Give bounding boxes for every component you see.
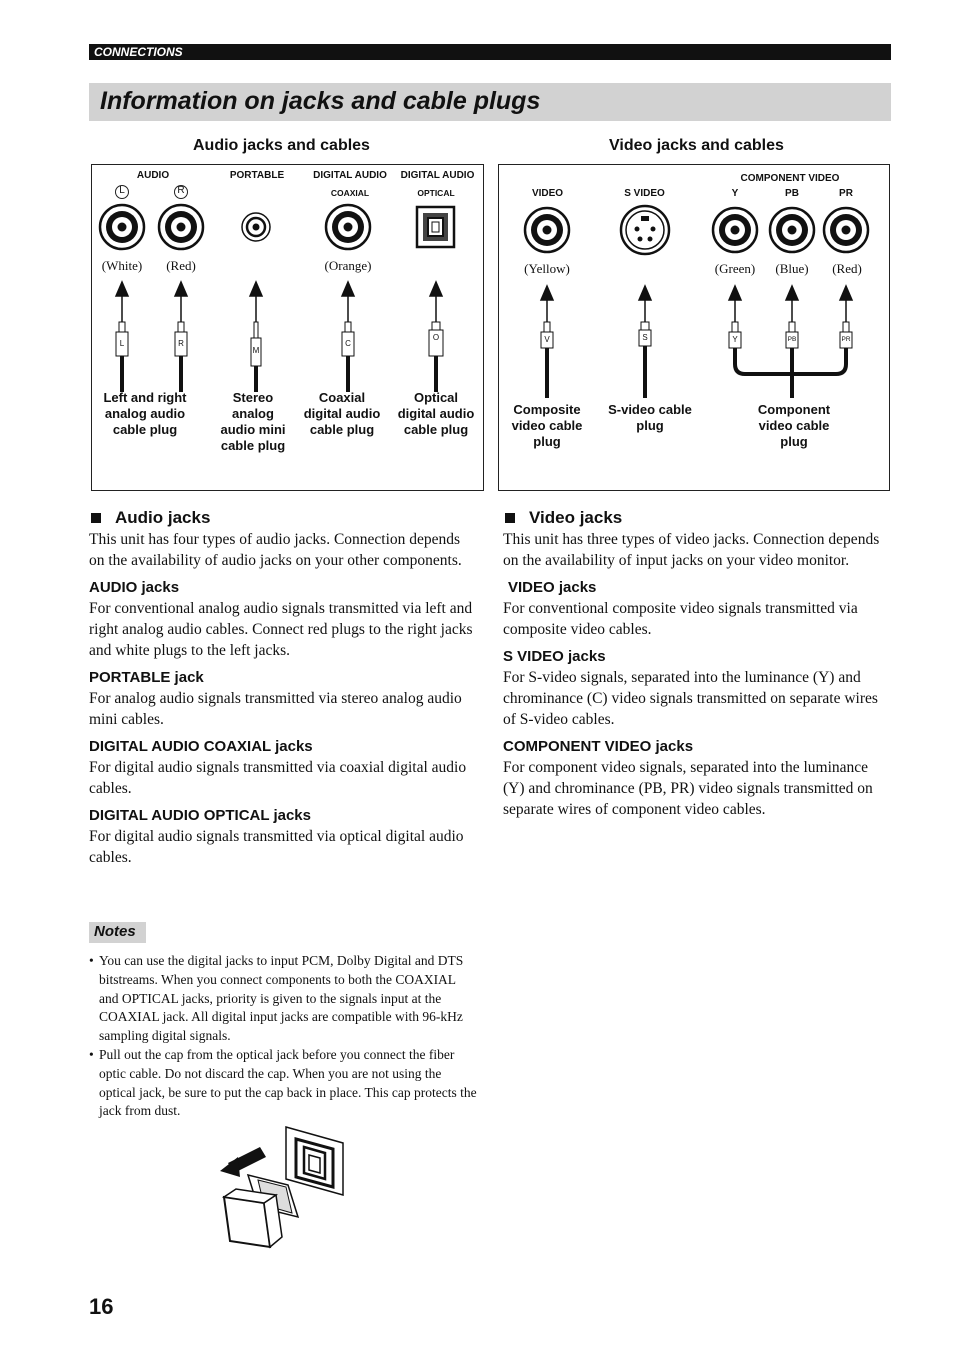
portable-item-title: PORTABLE jack [89,669,204,686]
svideo-item-text: For S-video signals, separated into the luminance (Y) and chrominance (C) video signals transmitted on separate wires of S-video cables. [503,669,878,728]
audio-jacks-heading: Audio jacks [89,508,477,528]
component-video-label: COMPONENT VIDEO [740,173,840,184]
plug-m-letter: M [252,346,260,355]
note-item: • Pull out the cap from the optical jack before you connect the fiber optic cable. Do not discard the cap. When you are not using the optical jack, be sure to put the cap back in place. This cap protects the jack from dust. [89,1046,477,1119]
coaxial-item-title: DIGITAL AUDIO COAXIAL jacks [89,738,313,755]
audio-item-text: For conventional analog audio signals transmitted via left and right analog audio cables. Connect red plugs to the right jacks and white plugs to the left jacks. [89,600,473,659]
page-number: 16 [89,1294,114,1319]
video-jack-icon [525,208,569,252]
s-video-jack-icon [621,206,669,254]
plug-c-letter: C [345,339,351,348]
caption-svideo-plug: S-video cable plug [608,402,692,433]
jack-l-label: L [119,185,125,196]
optical-label: OPTICAL [417,188,455,198]
square-bullet-icon [505,513,515,523]
color-orange: (Orange) [324,258,372,273]
color-white: (White) [101,258,143,273]
optical-cap-illustration [218,1125,348,1255]
note-item: • You can use the digital jacks to input PCM, Dolby Digital and DTS bitstreams. When you connect components to both the COAXIAL and OPTICAL jacks, priority is given to the signals input at the COAXIAL jack. All digital input jacks are compatible with 96-kHz sampling digital signals. [89,953,464,1044]
pb-label: PB [785,188,799,199]
color-blue: (Blue) [775,261,809,276]
plug-r-letter: R [178,339,184,348]
video-jacks-heading: Video jacks [503,508,891,528]
s-video-label: S VIDEO [624,188,665,199]
plug-v-letter: V [544,335,550,344]
caption-coaxial-plug: Coaxial digital audio cable plug [303,390,381,437]
component-pr-jack-icon [824,208,868,252]
color-green: (Green) [714,261,756,276]
portable-item-text: For analog audio signals transmitted via stereo analog audio mini cables. [89,690,462,728]
page-title: Information on jacks and cable plugs [100,87,541,115]
component-item-text: For component video signals, separated into the luminance (Y) and chrominance (PB, PR) video signals transmitted on separate wires of component video cables. [503,759,873,818]
jack-r-label: R [177,185,185,196]
plug-pb-letter: PB [787,336,797,343]
coaxial-item-text: For digital audio signals transmitted via coaxial digital audio cables. [89,759,467,797]
digital-audio-coax-label: DIGITAL AUDIO [313,170,387,181]
square-bullet-icon [91,513,101,523]
component-y-jack-icon [713,208,757,252]
video-item-title: VIDEO jacks [508,579,597,596]
color-red: (Red) [166,258,196,273]
plug-o-letter: O [432,333,440,342]
plug-y-letter: Y [732,335,738,344]
audio-item-title: AUDIO jacks [89,579,180,596]
y-label: Y [731,188,739,199]
notes-label: Notes [89,922,146,943]
color-yellow: (Yellow) [524,261,570,276]
digital-audio-opt-label: DIGITAL AUDIO [400,170,475,181]
caption-lr-plug: Left and right analog audio cable plug [103,390,187,437]
audio-diagram-title: Audio jacks and cables [193,137,370,154]
component-item-title: COMPONENT VIDEO jacks [503,738,694,755]
optical-item-text: For digital audio signals transmitted via optical digital audio cables. [89,828,464,866]
video-label: VIDEO [531,188,564,199]
caption-composite-plug: Composite video cable plug [511,402,583,449]
video-diagram-title: Video jacks and cables [609,137,784,154]
component-pb-jack-icon [770,208,814,252]
notes-list [89,952,477,1121]
audio-jacks-section [89,508,477,868]
pr-label: PR [839,188,853,199]
section-label: CONNECTIONS [94,45,183,59]
audio-group-label: AUDIO [136,170,170,181]
caption-optical-plug: Optical digital audio cable plug [397,390,475,437]
coaxial-label: COAXIAL [330,188,370,198]
color-red-video: (Red) [832,261,862,276]
svideo-item-title: S VIDEO jacks [503,648,606,665]
portable-group-label: PORTABLE [229,170,285,181]
optical-item-title: DIGITAL AUDIO OPTICAL jacks [89,807,311,824]
plug-l-letter: L [119,339,125,348]
caption-component-plug: Component video cable plug [757,402,831,449]
video-jacks-section [503,508,891,820]
plug-s-letter: S [642,333,648,342]
plug-pr-letter: PR [841,336,851,343]
video-jacks-intro: This unit has three types of video jacks. Connection depends on the availability of input jacks on your video monitor. [503,531,880,569]
video-item-text: For conventional composite video signals transmitted via composite video cables. [503,600,858,638]
caption-stereo-plug: Stereo analog audio mini cable plug [220,390,286,453]
audio-jacks-intro: This unit has four types of audio jacks. Connection depends on the availability of audio jacks on your other components. [89,531,462,569]
